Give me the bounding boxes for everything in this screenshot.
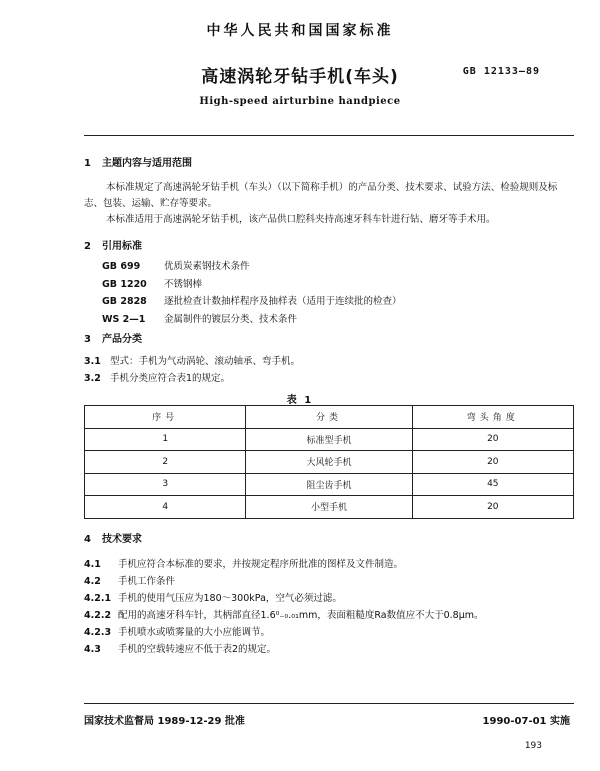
reference-code: WS 2—1 <box>102 313 146 325</box>
clause-text: 配用的高速牙科车针，其柄部直径1.6⁰₋₀.₀₁mm，表面粗糙度Ra数值应不大于0.8μm。 <box>118 610 484 621</box>
section-number: 1 <box>84 158 91 169</box>
section-title: 技术要求 <box>102 534 142 545</box>
reference-item <box>102 293 402 311</box>
effective-date: 1990-07-01 实施 <box>482 716 570 727</box>
clause-4-2-1 <box>84 590 342 604</box>
table-cell: 45 <box>412 473 573 496</box>
table-row <box>85 473 574 496</box>
clause-4-2 <box>84 573 175 587</box>
clause-number: 4.3 <box>84 644 101 655</box>
table-cell: 1 <box>85 428 246 451</box>
clause-number: 4.2.2 <box>84 610 112 621</box>
reference-code: GB 2828 <box>102 296 147 307</box>
clause-text: 手机的空载转速应不低于表2的规定。 <box>118 644 277 655</box>
top-divider <box>84 135 574 136</box>
table-cell: 标准型手机 <box>246 428 412 451</box>
clause-number: 4.2.3 <box>84 627 112 638</box>
clause-number: 3.2 <box>84 373 101 384</box>
section-number: 4 <box>84 534 91 545</box>
reference-title: 优质炭素钢技术条件 <box>164 261 250 272</box>
table-header-row <box>85 406 574 429</box>
clause-4-3 <box>84 641 276 655</box>
section-1-heading <box>84 154 192 169</box>
table-cell: 小型手机 <box>246 496 412 519</box>
column-header-angle: 弯头角度 <box>412 406 573 429</box>
document-title-en: High-speed airturbine handpiece <box>199 96 401 107</box>
section-1-paragraph-2: 本标准适用于高速涡轮牙钻手机，该产品供口腔科夹持高速牙科车针进行钻、磨牙等手术用。 <box>106 214 496 225</box>
reference-code: GB 699 <box>102 261 141 272</box>
reference-title: 逐批检查计数抽样程序及抽样表（适用于连续批的检查） <box>164 296 402 307</box>
document-title-cn: 高速涡轮牙钻手机(车头) <box>201 67 399 87</box>
approval-date: 国家技术监督局 1989-12-29 批准 <box>84 716 245 727</box>
reference-code: GB 1220 <box>102 278 147 290</box>
clause-number: 4.1 <box>84 559 101 570</box>
clause-4-2-3 <box>84 624 270 638</box>
section-4-heading <box>84 530 142 545</box>
clause-text: 手机的使用气压应为180～300kPa，空气必须过滤。 <box>118 593 342 604</box>
table-1 <box>84 405 574 519</box>
table-1-caption: 表 1 <box>286 395 314 406</box>
clause-number: 4.2.1 <box>84 593 112 604</box>
section-title: 主题内容与适用范围 <box>102 158 192 169</box>
clause-number: 3.1 <box>84 356 101 367</box>
standard-org: 中华人民共和国国家标准 <box>206 23 394 39</box>
page-number: 193 <box>524 741 542 751</box>
clause-text: 手机工作条件 <box>118 576 176 587</box>
clause-4-1 <box>84 556 403 570</box>
table-row <box>85 451 574 474</box>
reference-item <box>102 258 402 276</box>
table-cell: 20 <box>412 451 573 474</box>
clause-text: 手机喷水或喷雾量的大小应能调节。 <box>118 627 271 638</box>
reference-title: 不锈钢棒 <box>164 278 203 290</box>
standard-code: GB 12133—89 <box>462 66 540 77</box>
table-cell: 20 <box>412 428 573 451</box>
clause-4-2-2 <box>84 607 484 621</box>
clause-text: 型式：手机为气动涡轮、滚动轴承、弯手机。 <box>110 356 301 367</box>
clause-3-2 <box>84 370 230 384</box>
section-number: 3 <box>84 334 91 345</box>
clause-text: 手机分类应符合表1的规定。 <box>110 373 231 384</box>
reference-list <box>102 258 402 328</box>
column-header-number: 序号 <box>85 406 246 429</box>
table-cell: 3 <box>85 473 246 496</box>
bottom-divider <box>84 703 574 704</box>
table-cell: 2 <box>85 451 246 474</box>
clause-3-1 <box>84 353 300 367</box>
table-cell: 20 <box>412 496 573 519</box>
reference-item <box>102 276 402 294</box>
reference-item <box>102 311 402 329</box>
clause-number: 4.2 <box>84 576 101 587</box>
section-2-heading <box>84 237 142 252</box>
table-cell: 4 <box>85 496 246 519</box>
table-row <box>85 496 574 519</box>
section-1-paragraph-1: 本标准规定了高速涡轮牙钻手机（车头）（以下简称手机）的产品分类、技术要求、试验方法、检验规则及标志、包装、运输、贮存等要求。 <box>84 182 558 209</box>
section-number: 2 <box>84 241 91 252</box>
reference-title: 金属制件的镀层分类、技术条件 <box>164 313 298 325</box>
table-row <box>85 428 574 451</box>
table-cell: 阻尘齿手机 <box>246 473 412 496</box>
section-title: 产品分类 <box>102 334 142 345</box>
section-title: 引用标准 <box>102 241 142 252</box>
column-header-category: 分类 <box>246 406 412 429</box>
clause-text: 手机应符合本标准的要求，并按规定程序所批准的图样及文件制造。 <box>118 559 404 570</box>
table-cell: 大风轮手机 <box>246 451 412 474</box>
section-3-heading <box>84 330 142 345</box>
